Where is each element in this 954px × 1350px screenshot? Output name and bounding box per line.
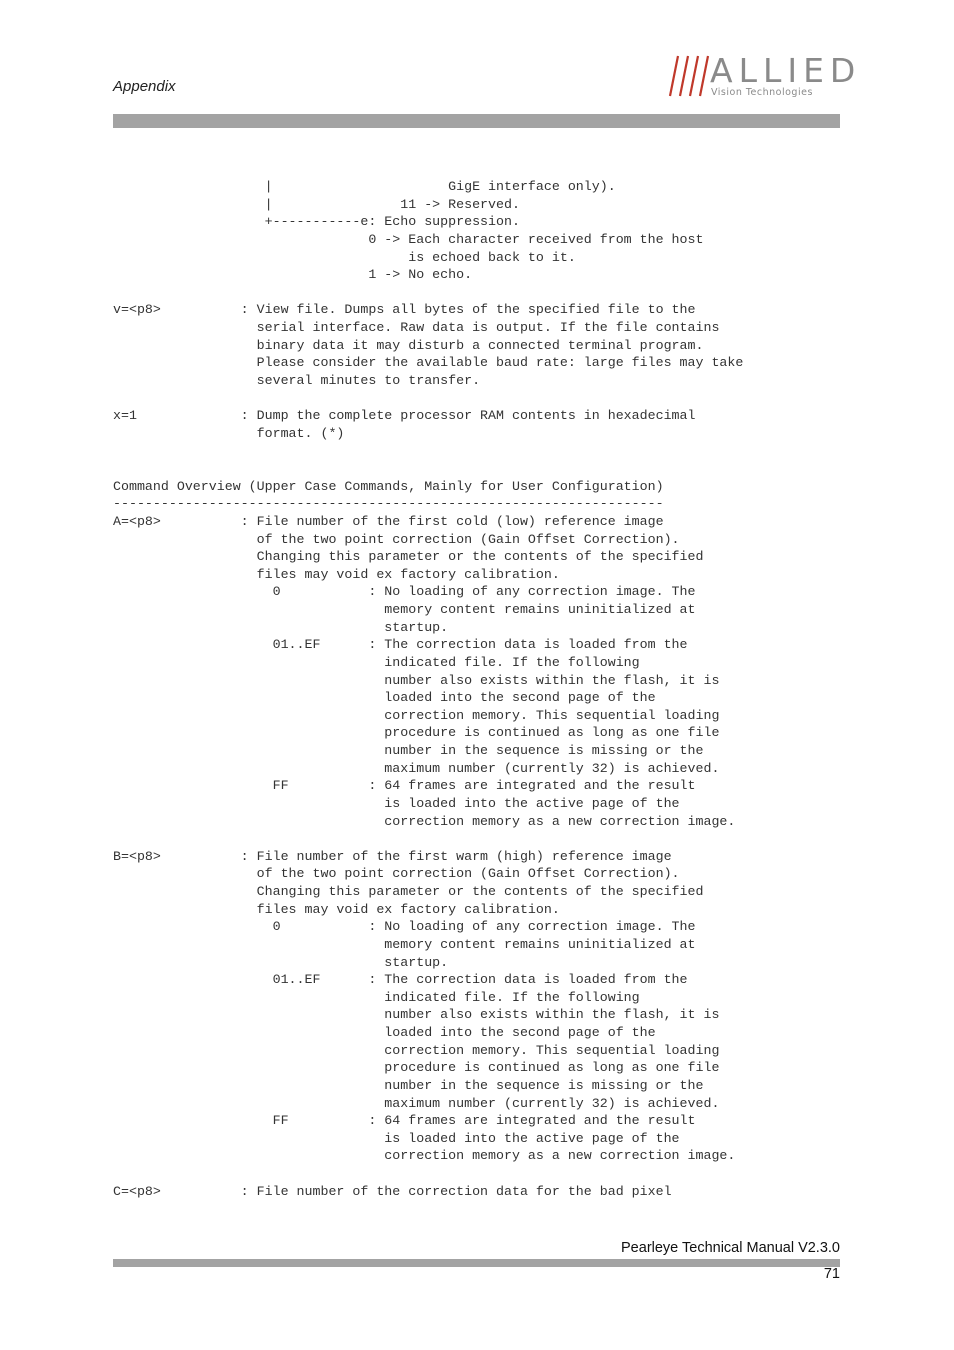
text-line: FF : 64 frames are integrated and the result [113, 778, 696, 794]
logo-wordmark: ALLIED [710, 51, 862, 90]
text-line: serial interface. Raw data is output. If the file contains [113, 320, 720, 335]
text-line: memory content remains uninitialized at [113, 602, 696, 617]
text-line: is loaded into the active page of the [113, 795, 680, 811]
text-line: Changing this parameter or the contents of the specified [113, 549, 704, 565]
text-line: indicated file. If the following [113, 654, 640, 670]
text-line: Changing this parameter or the contents of the specified [113, 884, 704, 899]
text-line: Command Overview (Upper Case Commands, Mainly for User Configuration) [113, 478, 664, 494]
text-line: several minutes to transfer. [113, 372, 481, 388]
text-line: correction memory as a new correction image. [113, 813, 736, 829]
header-divider-bar [113, 114, 840, 128]
text-line: procedure is continued as long as one file [113, 725, 720, 741]
manual-title: Pearleye Technical Manual V2.3.0 [621, 1240, 840, 1256]
text-line: | 11 -> Reserved. [113, 196, 520, 212]
command-reference-text [113, 178, 743, 1200]
text-line: correction memory as a new correction image. [113, 1148, 736, 1164]
text-line: maximum number (currently 32) is achieved. [113, 1095, 720, 1111]
text-line: | GigE interface only). [113, 179, 616, 194]
text-line: 0 -> Each character received from the host [113, 231, 704, 247]
text-line: loaded into the second page of the [113, 1025, 656, 1040]
text-line: number also exists within the flash, it is [113, 672, 720, 688]
text-line: format. (*) [113, 425, 345, 441]
logo-subtitle: Vision Technologies [711, 87, 813, 98]
text-line: of the two point correction (Gain Offset Correction). [113, 866, 680, 882]
text-line: is loaded into the active page of the [113, 1130, 680, 1146]
text-line: +-----------e: Echo suppression. [113, 214, 520, 230]
text-line: startup. [113, 619, 449, 635]
text-line: correction memory. This sequential loading [113, 1042, 720, 1058]
text-line: 01..EF : The correction data is loaded from the [113, 637, 688, 653]
text-line: x=1 : Dump the complete processor RAM contents in hexadecimal [113, 408, 696, 424]
company-logo [668, 51, 862, 100]
page-number: 71 [823, 1266, 840, 1282]
text-line: Please consider the available baud rate: large files may take [113, 355, 744, 371]
logo-slashes-icon [668, 54, 710, 100]
text-line: is echoed back to it. [113, 249, 576, 265]
text-line: number in the sequence is missing or the [113, 743, 704, 758]
footer-divider-bar [113, 1259, 840, 1267]
text-line: procedure is continued as long as one file [113, 1060, 720, 1076]
text-line: 01..EF : The correction data is loaded from the [113, 972, 688, 988]
text-line: FF : 64 frames are integrated and the result [113, 1113, 696, 1129]
section-title: Appendix [113, 78, 176, 95]
text-line: binary data it may disturb a connected terminal program. [113, 337, 704, 353]
text-line: B=<p8> : File number of the first warm (high) reference image [113, 848, 672, 864]
text-line: v=<p8> : View file. Dumps all bytes of the specified file to the [113, 302, 696, 318]
text-line: maximum number (currently 32) is achieved. [113, 760, 720, 776]
text-line: 1 -> No echo. [113, 267, 473, 283]
text-line: of the two point correction (Gain Offset Correction). [113, 531, 680, 547]
text-line: files may void ex factory calibration. [113, 901, 560, 917]
text-line: correction memory. This sequential loading [113, 707, 720, 723]
text-line: C=<p8> : File number of the correction data for the bad pixel [113, 1183, 672, 1199]
text-line: loaded into the second page of the [113, 690, 656, 706]
text-line: 0 : No loading of any correction image. The [113, 584, 696, 600]
text-line: 0 : No loading of any correction image. The [113, 919, 696, 935]
text-line: number also exists within the flash, it is [113, 1007, 720, 1023]
text-line: memory content remains uninitialized at [113, 936, 696, 952]
text-line: number in the sequence is missing or the [113, 1077, 704, 1093]
text-line: indicated file. If the following [113, 989, 640, 1005]
text-line: startup. [113, 954, 449, 970]
text-line: A=<p8> : File number of the first cold (low) reference image [113, 513, 664, 529]
text-line: --------------------------------------------------------------------- [113, 496, 664, 512]
text-line: files may void ex factory calibration. [113, 566, 560, 582]
